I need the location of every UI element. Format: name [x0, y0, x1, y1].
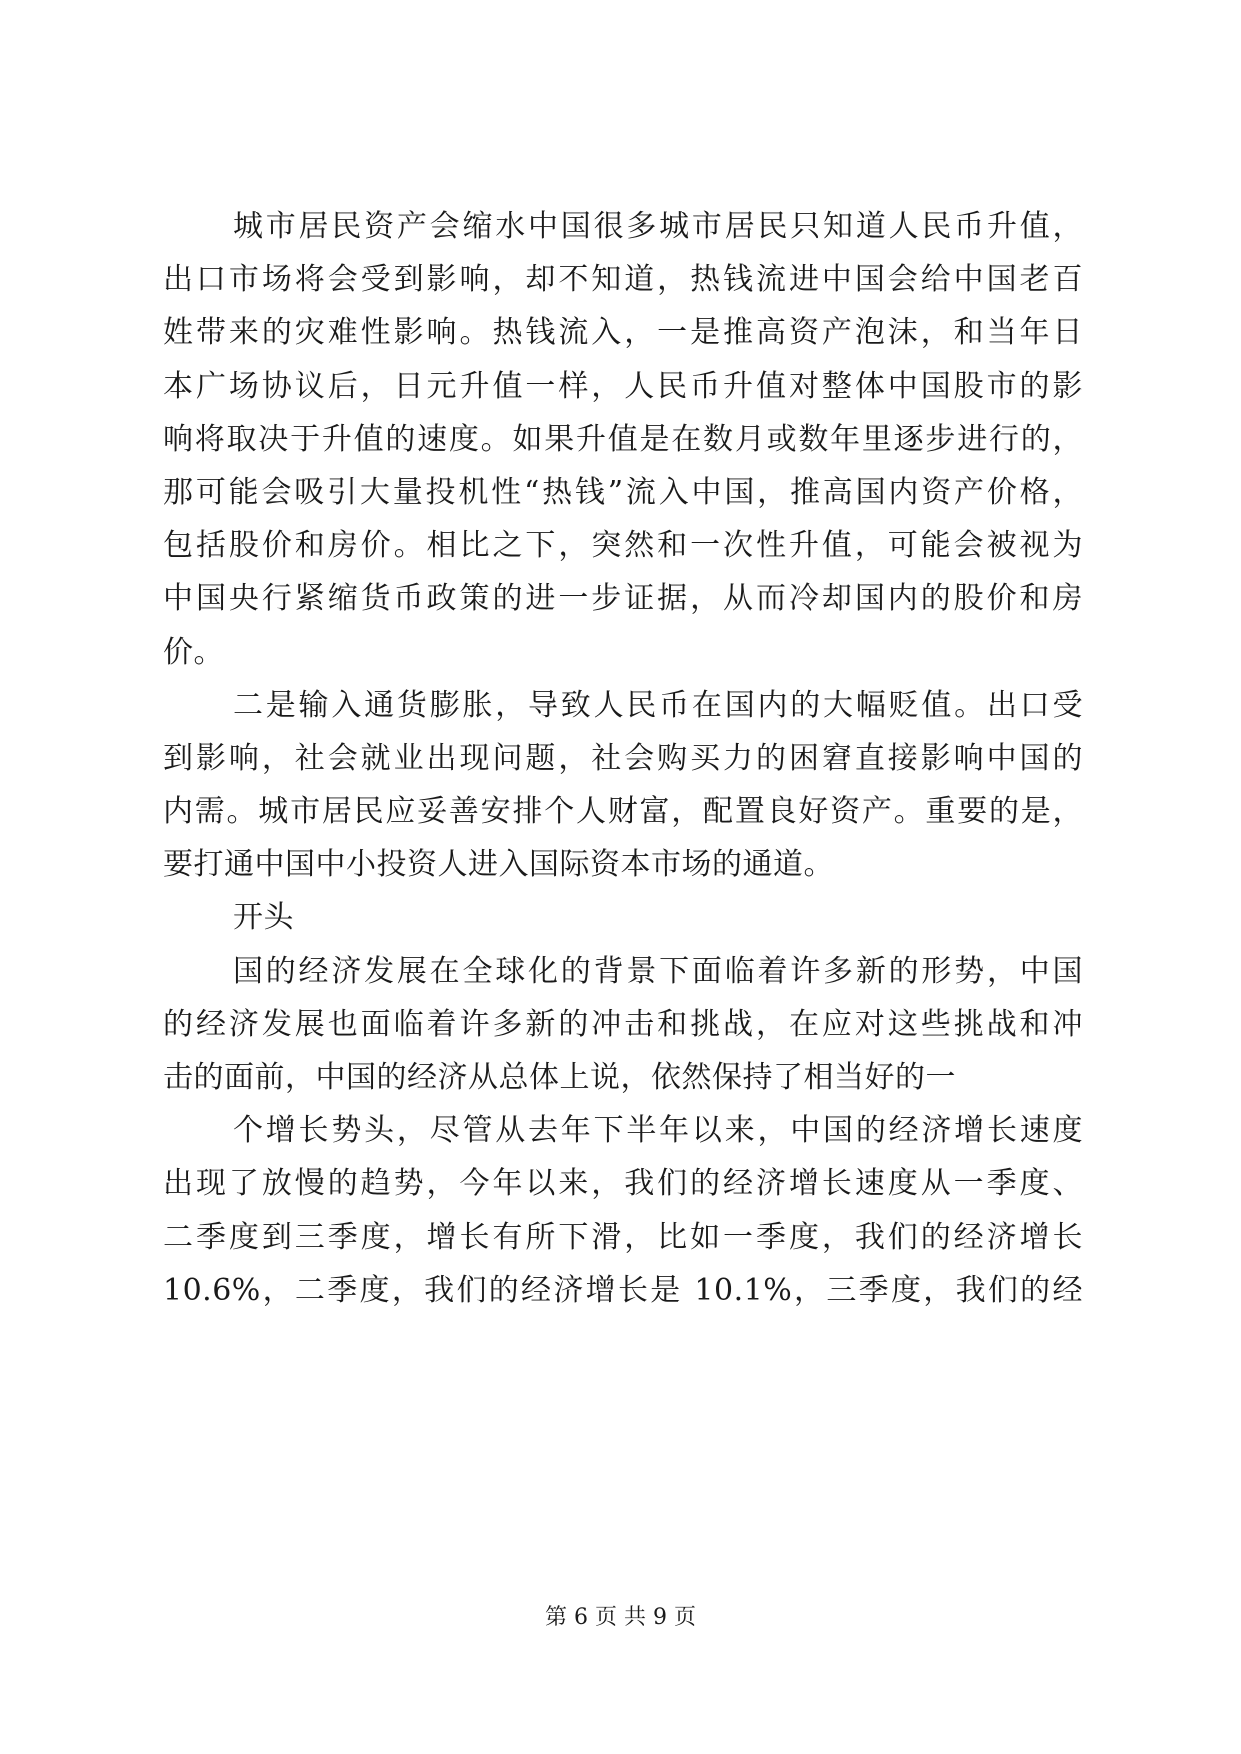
section-heading: 开头: [233, 900, 294, 936]
text-line: 出现了放慢的趋势，今年以来，我们的经济增长速度从一季度、: [163, 1166, 1083, 1202]
text-line: 二是输入通货膨胀，导致人民币在国内的大幅贬值。出口受: [233, 687, 1083, 723]
text-line: 要打通中国中小投资人进入国际资本市场的通道。: [163, 847, 834, 883]
text-line: 内需。城市居民应妥善安排个人财富，配置良好资产。重要的是，: [163, 794, 1083, 830]
text-line: 价。: [163, 634, 224, 670]
text-line: 城市居民资产会缩水中国很多城市居民只知道人民币升值，: [233, 209, 1083, 244]
text-line: 击的面前，中国的经济从总体上说，依然保持了相当好的一: [163, 1060, 956, 1095]
document-body: [163, 200, 1083, 1317]
text-line: 包括股价和房价。相比之下，突然和一次性升值，可能会被视为: [163, 528, 1083, 564]
text-line: 出口市场将会受到影响，却不知道，热钱流进中国会给中国老百: [163, 262, 1083, 298]
text-line: 那可能会吸引大量投机性“热钱”流入中国，推高国内资产价格，: [163, 474, 1083, 510]
text-line: 的经济发展也面临着许多新的冲击和挑战，在应对这些挑战和冲: [163, 1006, 1083, 1042]
text-line: 姓带来的灾难性影响。热钱流入，一是推高资产泡沫，和当年日: [163, 315, 1083, 351]
text-line: 10.6%，二季度，我们的经济增长是 10.1%，三季度，我们的经: [163, 1272, 1083, 1308]
text-line: 二季度到三季度，增长有所下滑，比如一季度，我们的经济增长: [163, 1219, 1083, 1255]
text-line: 个增长势头，尽管从去年下半年以来，中国的经济增长速度: [233, 1113, 1083, 1149]
text-line: 中国央行紧缩货币政策的进一步证据，从而冷却国内的股价和房: [163, 581, 1083, 617]
text-line: 响将取决于升值的速度。如果升值是在数月或数年里逐步进行的，: [163, 421, 1083, 457]
text-line: 国的经济发展在全球化的背景下面临着许多新的形势，中国: [233, 953, 1083, 989]
text-line: 到影响，社会就业出现问题，社会购买力的困窘直接影响中国的: [163, 740, 1083, 776]
text-line: 本广场协议后，日元升值一样，人民币升值对整体中国股市的影: [163, 368, 1083, 404]
page-number-footer: 第 6 页 共 9 页: [545, 1605, 696, 1630]
